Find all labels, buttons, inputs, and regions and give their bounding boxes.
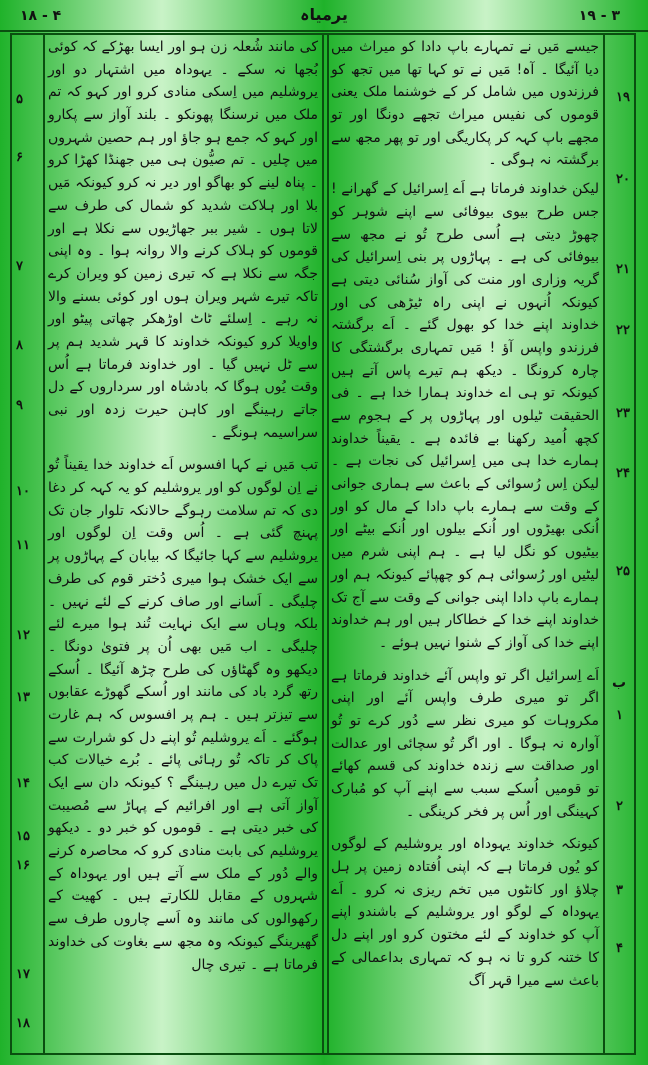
book-title: یرمیاہ [300, 5, 348, 24]
right-paragraph: جیسے مَیں نے تمہارے باپ دادا کو میراث میں دیا آئیگا ۔ آہ! مَیں نے تو کہا تھا میں تجھ کو فرزندوں میں شامل کر کے خوشنما ملک یعنی قوموں کی نفیس میراث تجھے دونگا اور تو مجھے باپ کہہ کر پکاریگی اور تو پھر مجھ سے برگشتہ نہ ہوگی ۔ [331, 39, 599, 169]
verse-number: ۱ [616, 708, 623, 723]
verse-number: ۳ [616, 883, 623, 898]
right-paragraph: کیونکہ خداوند یہوداہ اور یروشلیم کے لوگوں کو یُوں فرماتا ہے کہ اپنی اُفتادہ زمین پر ہل چلاؤ اور کانٹوں میں تخم ریزی نہ کرو ۔ اَے یہوداہ کے لوگو اور یروشلیم کے باشندو اپنے آپ کو خداوند کے لئے مختون کرو اور اپنے دل کا ختنہ کرو تا نہ ہو کہ تمہاری بداعمالی کے باعث سے میرا قہر آگ [331, 836, 599, 989]
chapter-marker: ب [612, 675, 627, 691]
verse-number: ۱۱ [16, 538, 30, 553]
verse-number: ۲۲ [616, 323, 630, 338]
center-divider-right [327, 33, 329, 1055]
verse-number: ۵ [16, 92, 23, 107]
left-paragraph: کی مانند شُعلہ زن ہو اور ایسا بھڑکے کہ کوئی بُجھا نہ سکے ۔ یہوداہ میں اشتہار دو اور یروشلیم میں اِسکی منادی کرو اور کہو کہ تم ملک میں نرسنگا پھونکو ۔ بلند آواز سے پکارو اور کہو کہ جمع ہو جاؤ اور ہم حصین شہروں میں چلیں ۔ تم صیُّون ہی میں جھنڈا کھڑا کرو ۔ پناہ لینے کو بھاگو اور دیر نہ کرو کیونکہ مَیں بلا اور ہلاکت شدید کو شمال کی طرف سے لاتا ہوں ۔ شیر ببر جھاڑیوں سے نکلا ہے اور قوموں کو ہلاک کرنے والا روانہ ہوا ۔ وہ اپنی جگہ سے نکلا ہے کہ تیری زمین کو ویران کرے تاکہ تیرے شہر ویران ہوں اور کوئی بسنے والا نہ رہے ۔ اِسلئے ٹاٹ اوڑھکر چھاتی پیٹو اور واویلا کرو کیونکہ خداوند کا قہر شدید ہم پر سے ٹل نہیں گیا ۔ اور خداوند فرماتا ہے اُس وقت یُوں ہوگا کہ بادشاہ اور سرداروں کے دل جاتے رہینگے اور کاہن حیرت زدہ اور نبی سراسیمہ ہونگے ۔ [48, 39, 318, 441]
verse-number: ۱۳ [16, 690, 30, 705]
right-paragraph: لیکن خداوند فرماتا ہے اَے اِسرائیل کے گھرانے ! جس طرح بیوی بیوفائی سے اپنے شوہر کو چھوڑ دیتی ہے اُسی طرح تُو نے مجھ سے بیوفائی کی ہے ۔ پہاڑوں پر بنی اِسرائیل کی گریہ وزاری اور منت کی آواز سُنائی دیتی ہے کیونکہ اُنہوں نے اپنی راہ ٹیڑھی کی اور خداوند اپنے خدا کو بھول گئے ۔ اَے برگشتہ فرزندو واپس آؤ ! مَیں تمہاری برگشتگی کا چارہ کرونگا ۔ دیکھ ہم تیرے پاس آتے ہیں کیونکہ تو ہی اے خداوند ہمارا خدا ہے ۔ فی الحقیقت ٹیلوں اور پہاڑوں پر کے ہجوم سے کچھ اُمید رکھنا بے فائدہ ہے ۔ یقیناً خداوند ہمارے خدا ہی میں اِسرائیل کی نجات ہے ۔ لیکن اِس رُسوائی کے باعث سے ہماری جوانی کے وقت سے ہمارے باپ دادا کے مال کو اور اُنکی بھیڑوں اور اُنکے بیلوں اور اُنکے بیٹے اور بیٹیوں کو نگل لیا ہے ۔ ہم اپنی شرم میں لیٹیں اور رُسوائی ہم کو چھپائے کیونکہ ہم اور ہمارے باپ دادا اپنی جوانی کے وقت سے آج تک خداوند اپنے خدا کے خطاکار ہیں اور ہم خداوند اپنے خدا کی آواز کے شنوا نہیں ہوئے ۔ [331, 181, 599, 651]
left-margin-divider [43, 33, 45, 1055]
verse-number: ۱۶ [16, 858, 30, 873]
center-divider-left [322, 33, 324, 1055]
header-right-reference: ۱۹ - ۳ [578, 8, 620, 24]
verse-number: ۴ [616, 941, 623, 956]
verse-number: ۱۸ [16, 1016, 30, 1031]
verse-number: ۸ [16, 338, 23, 353]
header-left-reference: ۱۸ - ۴ [20, 8, 62, 24]
left-paragraph: تب مَیں نے کہا افسوس اَے خداوند خدا یقیناً تُو نے اِن لوگوں کو اور یروشلیم کو یہ کہہ کر دغا دی کہ تم سلامت رہوگے حالانکہ تلوار جان تک پہنچ گئی ہے ۔ اُس وقت اِن لوگوں اور یروشلیم سے کہا جائیگا کہ بیابان کے پہاڑوں پر سے ایک خشک ہوا میری دُختر قوم کی طرف چلیگی ۔ اَسانے اور صاف کرنے کے لئے نہیں ۔ بلکہ وہاں سے ایک نہایت تُند ہوا میرے لئے چلیگی ۔ اب مَیں بھی اُن پر فتویٰ دونگا ۔ دیکھو وہ گھٹاؤں کی طرح چڑھ آئیگا ۔ اُسکے رتھ گرد باد کی مانند اور اُسکے گھوڑے عقابوں سے تیزتر ہیں ۔ ہم پر افسوس کہ ہم غارت ہوگئے ۔ اَے یروشلیم تُو اپنے دل کو شرارت سے پاک کر تاکہ تُو رہائی پائے ۔ بُرے خیالات کب تک تیرے دل میں رہینگے ؟ کیونکہ دان سے ایک آواز آتی ہے اور افرائیم کے پہاڑ سے مُصیبت کی خبر دیتی ہے ۔ قوموں کو خبر دو ۔ دیکھو یروشلیم کی بابت منادی کرو کہ محاصرہ کرنے والے دُور کے ملک سے آتے ہیں اور یہوداہ کے شہروں کے مقابل للکارتے ہیں ۔ کھیت کے رکھوالوں کی مانند وہ اَسے چاروں طرف سے گھیرینگے کیونکہ وہ مجھ سے بغاوت کی خداوند فرماتا ہے ۔ تیری چال [48, 457, 318, 973]
verse-number: ۷ [16, 259, 23, 274]
verse-number: ۱۴ [16, 776, 30, 791]
verse-number: ۱۲ [16, 628, 30, 643]
verse-number: ۹ [16, 398, 23, 413]
verse-number: ۲ [616, 799, 623, 814]
verse-number: ۱۹ [616, 90, 630, 105]
verse-number: ۱۰ [16, 484, 30, 499]
verse-number: ۱۵ [16, 829, 30, 844]
verse-number: ۲۰ [616, 172, 630, 187]
verse-number: ۲۵ [616, 564, 630, 579]
right-text-column [331, 36, 599, 998]
verse-number: ۲۴ [616, 466, 630, 481]
verse-number: ۶ [16, 150, 23, 165]
right-margin-divider [603, 33, 605, 1055]
right-paragraph: اَے اِسرائیل اگر تو واپس آئے خداوند فرماتا ہے اگر تو میری طرف واپس آئے اور اپنی مکروہات کو میری نظر سے دُور کرے تو تُو آوارہ نہ ہوگا ۔ اور اگر تُو سچائی اور عدالت اور صداقت سے زندہ خداوند کی قسم کھائے تو قومیں اُسکے سبب سے اپنے آپ کو مُبارک کہینگی اور اُس پر فخر کرینگی ۔ [331, 667, 599, 820]
verse-number: ۲۳ [616, 406, 630, 421]
verse-number: ۲۱ [616, 262, 630, 277]
left-text-column [48, 36, 318, 982]
page-header [0, 0, 648, 32]
verse-number: ۱۷ [16, 967, 30, 982]
